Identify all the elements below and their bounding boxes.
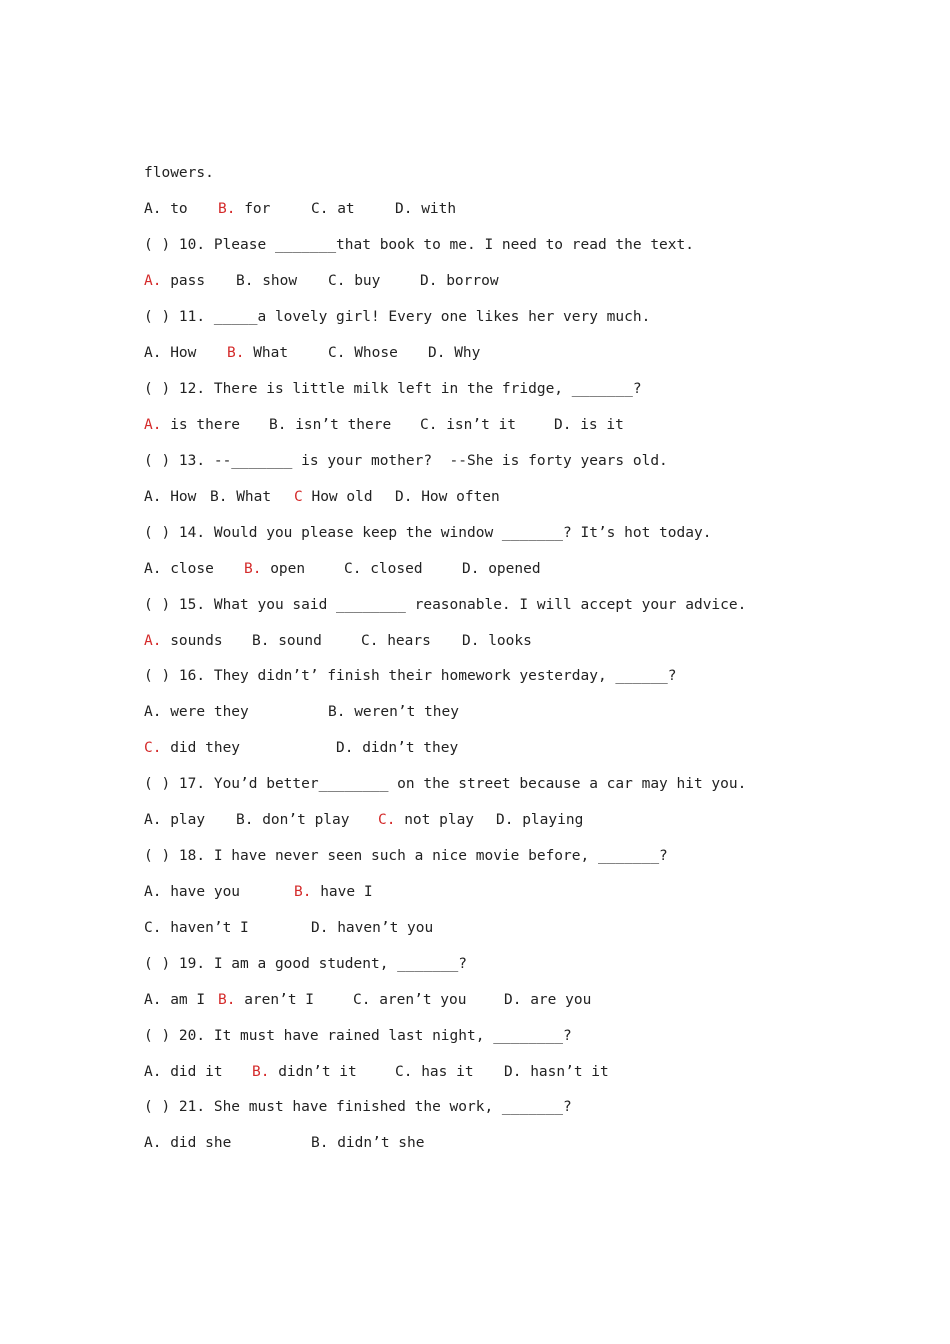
answer-option (144, 1133, 231, 1153)
option-text: didn’t they (353, 740, 459, 756)
option-letter: B. (269, 417, 287, 433)
answer-option (218, 990, 314, 1010)
answer-option (252, 1062, 357, 1082)
option-text: How (161, 489, 197, 505)
option-text: with (412, 201, 457, 217)
answer-option (420, 415, 516, 435)
option-text: borrow (437, 273, 499, 289)
answer-option (311, 918, 433, 938)
answer-option (395, 487, 500, 507)
option-text: hears (378, 633, 431, 649)
answer-option (294, 882, 373, 902)
option-text: to (161, 201, 188, 217)
question-line: ( ) 18. I have never seen such a nice movie before, _______? (144, 848, 668, 864)
question-line: ( ) 20. It must have rained last night, ________? (144, 1028, 572, 1044)
option-letter: A. (144, 704, 162, 720)
answer-option (144, 559, 214, 579)
option-letter: C. (144, 740, 162, 756)
option-letter: D. (311, 920, 329, 936)
answer-option (328, 343, 398, 363)
option-letter: D. (462, 633, 480, 649)
question-line: flowers. (144, 165, 214, 181)
answer-option (227, 343, 288, 363)
option-text: have I (311, 884, 373, 900)
answer-option (144, 702, 249, 722)
question-line: ( ) 13. --_______ is your mother? --She is forty years old. (144, 453, 668, 469)
option-text: has it (412, 1064, 474, 1080)
question-line: ( ) 19. I am a good student, _______? (144, 956, 468, 972)
option-letter: A. (144, 273, 162, 289)
option-letter: A. (144, 1135, 162, 1151)
option-text: Why (445, 345, 481, 361)
answer-option (244, 559, 305, 579)
answer-option (328, 271, 380, 291)
option-letter: B. (210, 489, 228, 505)
question-line: ( ) 12. There is little milk left in the fridge, _______? (144, 381, 642, 397)
option-letter: C. (328, 345, 346, 361)
answer-option (144, 271, 205, 291)
option-letter: C. (353, 992, 371, 1008)
option-text: How often (412, 489, 500, 505)
answer-option (144, 882, 240, 902)
option-letter: A. (144, 345, 162, 361)
answer-option (144, 343, 196, 363)
option-text: are you (521, 992, 592, 1008)
option-text: did they (161, 740, 241, 756)
option-letter: C. (378, 812, 396, 828)
option-letter: C. (361, 633, 379, 649)
option-text: playing (513, 812, 584, 828)
option-letter: C. (311, 201, 329, 217)
option-text: haven’t you (328, 920, 434, 936)
answer-option (328, 702, 459, 722)
answer-option (361, 631, 431, 651)
option-text: were they (161, 704, 249, 720)
option-letter: A. (144, 812, 162, 828)
option-text: haven’t I (161, 920, 249, 936)
answer-option (236, 271, 297, 291)
option-text: weren’t they (345, 704, 459, 720)
option-text: open (261, 561, 306, 577)
answer-option (462, 559, 541, 579)
option-text: pass (161, 273, 206, 289)
answer-option (395, 1062, 474, 1082)
answer-option (236, 810, 350, 830)
option-text: close (161, 561, 214, 577)
option-letter: D. (395, 489, 413, 505)
option-text: closed (361, 561, 423, 577)
option-letter: C. (328, 273, 346, 289)
option-text: am I (161, 992, 206, 1008)
option-text: have you (161, 884, 241, 900)
answer-option (252, 631, 322, 651)
answer-option (336, 738, 458, 758)
option-text: not play (395, 812, 475, 828)
answer-option (428, 343, 480, 363)
answer-option (378, 810, 474, 830)
option-text: aren’t you (370, 992, 467, 1008)
option-text: isn’t it (437, 417, 517, 433)
answer-option (554, 415, 624, 435)
answer-option (504, 1062, 609, 1082)
option-text: isn’t there (286, 417, 392, 433)
option-letter: D. (496, 812, 514, 828)
option-text: for (235, 201, 271, 217)
option-text: didn’t she (328, 1135, 425, 1151)
option-text: How (161, 345, 197, 361)
option-text: hasn’t it (521, 1064, 609, 1080)
option-letter: B. (236, 812, 254, 828)
answer-option (218, 199, 270, 219)
option-letter: D. (554, 417, 572, 433)
option-letter: B. (328, 704, 346, 720)
option-letter: C. (144, 920, 162, 936)
option-text: don’t play (253, 812, 350, 828)
option-letter: B. (244, 561, 262, 577)
option-letter: A. (144, 417, 162, 433)
option-letter: B. (252, 633, 270, 649)
option-text: didn’t it (269, 1064, 357, 1080)
option-letter: A. (144, 992, 162, 1008)
option-text: did she (161, 1135, 232, 1151)
answer-option (144, 990, 205, 1010)
answer-option (144, 1062, 223, 1082)
answer-option (144, 738, 240, 758)
option-letter: C. (395, 1064, 413, 1080)
answer-option (344, 559, 423, 579)
option-letter: B. (218, 992, 236, 1008)
question-line: ( ) 10. Please _______that book to me. I need to read the text. (144, 237, 694, 253)
answer-option (144, 810, 205, 830)
option-text: buy (345, 273, 381, 289)
question-line: ( ) 15. What you said ________ reasonable. I will accept your advice. (144, 597, 747, 613)
answer-option (144, 631, 223, 651)
option-letter: C (294, 489, 303, 505)
answer-option (395, 199, 456, 219)
option-letter: D. (428, 345, 446, 361)
answer-option (144, 918, 249, 938)
answer-option (311, 1133, 425, 1153)
answer-option (311, 199, 355, 219)
option-letter: B. (252, 1064, 270, 1080)
option-letter: B. (294, 884, 312, 900)
option-letter: A. (144, 561, 162, 577)
option-letter: A. (144, 1064, 162, 1080)
option-letter: B. (218, 201, 236, 217)
answer-option (496, 810, 583, 830)
answer-option (353, 990, 467, 1010)
option-text: did it (161, 1064, 223, 1080)
option-text: show (253, 273, 298, 289)
answer-option (294, 487, 373, 507)
option-text: at (328, 201, 355, 217)
option-text: play (161, 812, 206, 828)
option-text: What (244, 345, 289, 361)
option-letter: B. (311, 1135, 329, 1151)
option-letter: D. (395, 201, 413, 217)
option-text: How old (302, 489, 373, 505)
option-text: What (227, 489, 272, 505)
option-letter: D. (504, 1064, 522, 1080)
question-line: ( ) 14. Would you please keep the window _______? It’s hot today. (144, 525, 712, 541)
option-letter: D. (336, 740, 354, 756)
option-letter: D. (420, 273, 438, 289)
option-text: is it (571, 417, 624, 433)
option-letter: B. (236, 273, 254, 289)
option-text: sound (269, 633, 322, 649)
option-letter: D. (462, 561, 480, 577)
answer-option (462, 631, 532, 651)
answer-option (144, 487, 196, 507)
question-line: ( ) 21. She must have finished the work, _______? (144, 1099, 572, 1115)
question-line: ( ) 17. You’d better________ on the street because a car may hit you. (144, 776, 747, 792)
option-letter: A. (144, 884, 162, 900)
option-letter: A. (144, 201, 162, 217)
answer-option (144, 199, 188, 219)
option-text: aren’t I (235, 992, 315, 1008)
option-text: Whose (345, 345, 398, 361)
option-letter: C. (344, 561, 362, 577)
question-line: ( ) 11. _____a lovely girl! Every one likes her very much. (144, 309, 651, 325)
option-text: sounds (161, 633, 223, 649)
option-letter: D. (504, 992, 522, 1008)
option-letter: C. (420, 417, 438, 433)
option-letter: B. (227, 345, 245, 361)
option-text: looks (479, 633, 532, 649)
option-letter: A. (144, 489, 162, 505)
answer-option (504, 990, 591, 1010)
option-text: opened (479, 561, 541, 577)
answer-option (210, 487, 271, 507)
answer-option (144, 415, 240, 435)
answer-option (269, 415, 391, 435)
option-letter: A. (144, 633, 162, 649)
option-text: is there (161, 417, 241, 433)
answer-option (420, 271, 499, 291)
question-line: ( ) 16. They didn’t’ finish their homework yesterday, ______? (144, 668, 677, 684)
